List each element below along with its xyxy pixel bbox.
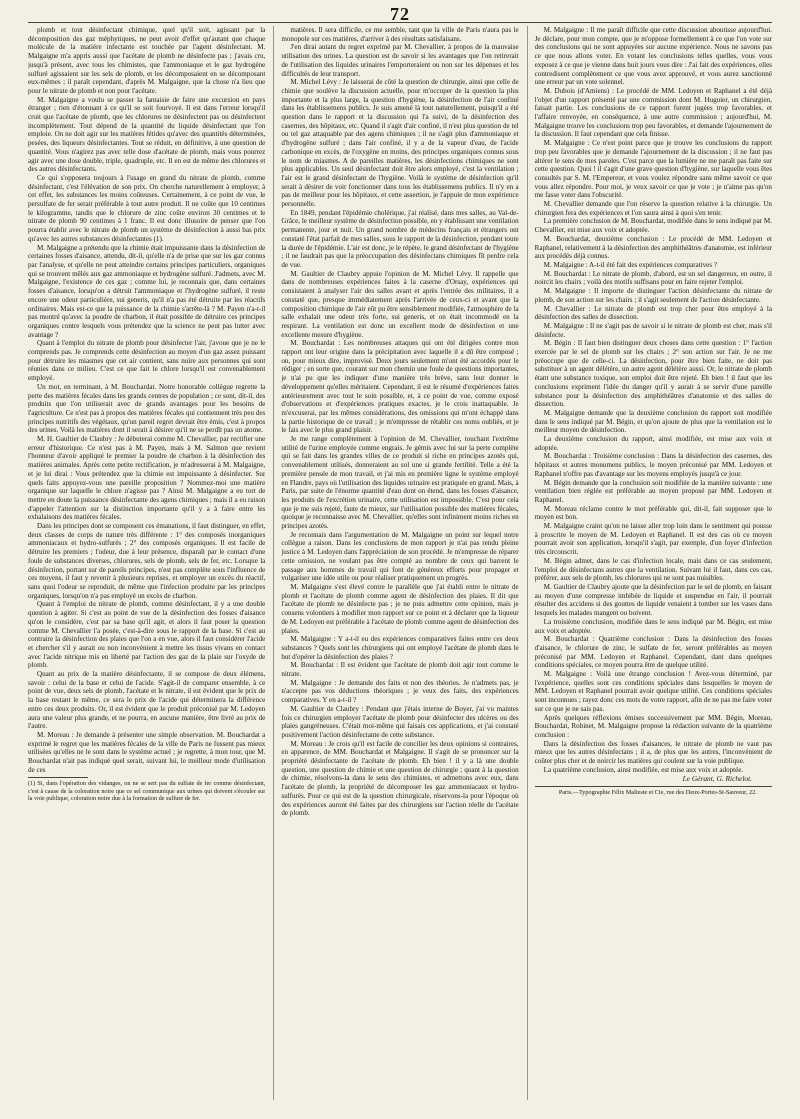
footnote-rule	[28, 777, 88, 778]
paragraph: M. Bouchardat : Les nombreuses attaques qui ont été dirigées contre mon rapport ont leur origine dans la précipitation avec laquelle il a dû être composé ; on, pour mieux dire, improvisé. Deux jours seulement m'ont été accordés pour le rédiger ; en sorte que, courant sur mon chemin une foule de questions importantes, je n'ai pu que les indiquer d'une manière très brève, sans leur donner le développement qu'elles méritaient. Cependant, il est le résumé d'expériences faites antérieurement avec tout le soin possible, et, à ce point de vue, comme exposé d'observations et d'expériences pratiques exactes, je le crois inattaquable. Je m'excuserai, par les mêmes considérations, des omissions qui m'ont échappé dans la partie historique de ce travail ; je m'empresse de rétablir ces noms oubliés, et je le fais avec le plus grand plaisir.	[281, 339, 519, 435]
paragraph: M. Gaultier de Claubry ajoute que la désinfection par le sel de plomb, en faisant au moyen d'une compresse imbibée de liquide et suspendue en l'air, il pourrait résulter des accidens si des gouttes de liquide venaient à tomber sur les vases dans lesquels les malades mangent ou boivent.	[534, 583, 772, 618]
paragraph: Quant au prix de la matière désinfectante, il se compose de deux élémens, savoir : celui de la base et celui de l'acide. S'agit-il de comparer ensemble, à ce point de vue, deux sels de plomb, l'acétate et le nitrate, il est évident que le prix de la base restant le même, ce sera le prix de l'acide qui déterminera la différence entre ces deux produits. Or, il est évident que le produit préconisé par M. Ledoyen aura une valeur plus grande, et ne pourra, en aucune manière, être livré au prix de l'autre.	[28, 670, 266, 731]
paragraph: M. Malgaigne : Il ne s'agit pas de savoir si le nitrate de plomb est cher, mais s'il désinfecte.	[534, 321, 772, 339]
paragraph: M. Malgaigne : A-t-il été fait des expériences comparatives ?	[543, 260, 717, 269]
paragraph: M. Chevallier : Le nitrate de plomb est trop cher pour être employé à la désinfection des salles de dissection.	[534, 304, 772, 322]
paragraph: M. Bégin demande que la conclusion soit modifiée de la manière suivante : une ventilation bien réglée est préférable au moyen proposé par MM. Ledoyen et Raphanel.	[534, 478, 772, 504]
paragraph: Je reconnais dans l'argumentation de M. Malgaigne un point sur lequel notre collègue a raison. Dans les conclusions de mon rapport je n'ai pas rendu pleine justice à M. Ledoyen dans l'appréciation de son procédé. Je m'empresse de réparer cette omission, ne voulant pas être compté au nombre de ceux qui barrent le passage aux hommes de travail qui font de généreux efforts pour propager et vulgariser une idée utile ou pour réaliser pratiquement un progrès.	[281, 530, 519, 583]
paragraph: Dans les principes dont se composent ces émanations, il faut distinguer, en effet, deux classes de corps de nature très différente : 1° des composés inorganiques ammoniacaux et hydro-sulfurés ; 2° des composés organiques. Il est facile de détruire les premiers ; l'odeur, due à leur présence, disparaît par le contact d'une foule de substances diverses, chlorures, sels de plomb, sels de fer, etc. Lorsque la désinfection, portant sur de pareils principes, n'est pas complète sous l'influence de ces moyens, il faut y revenir à plusieurs reprises, et employer un excès du réactif, sans quoi l'odeur se reproduit, de même que l'infection produite par les principes organiques, lorsqu'on n'a pas employé un excès de charbon.	[28, 522, 266, 600]
paragraph: M. Malgaigne : Je demande des faits et non des théories. Je n'admets pas, je n'accepte pas vos déductions théoriques ; je veux des faits, des expériences comparatives. Y en a-t-il ?	[281, 678, 519, 705]
paragraph: M. Malgaigne a voulu se passer la fantaisie de faire une excursion en pays étranger ; rien d'étonnant à ce qu'il se soit fourvoyé. Il est dans l'erreur lorsqu'il croit que l'acétate de plomb, que les chlorures ne désinfectent pas ou désinfectent incomplètement. Tout dépend de la quantité du liquide désinfectant que l'on emploie. On ne doit agir sur les matières fétides qu'avec des quantités déterminées, pesées, des liqueurs désinfectantes. Tout se réduit, en définitive, à une question de quantité. Vous n'agirez pas avec telle dose d'acétate de plomb, mais vous pourrez agir avec une dose double, triple, quadruple, etc. Il en est de même des chlorures et des autres désinfectants.	[28, 95, 266, 174]
paragraph: La troisième conclusion, modifiée dans le sens indiqué par M. Bégin, est mise aux voix et adoptée.	[534, 617, 772, 635]
paragraph: Je me range complètement à l'opinion de M. Chevallier, touchant l'extrême utilité de l'urine employée comme engrais. Je gémis avec lui sur la perte complète qui se fait dans les grandes villes de ce produit si riche en principes azotés qui, convenablement utilisés, donneraient au sol une si grande fertilité. Telle a été la première pensée de mon travail, et j'ai mis en première ligne le système employé en Flandre, pays où l'utilisation des liquides urinaire est pratiquée en grand. Mais, à Paris, par suite de l'énorme quantité d'eau dont on étend, dans les fosses d'aisance, les produits de l'excrétion urinaire, cette utilisation est impossible. C'est pour cela que je me suis rejeté, faute de mieux, sur l'utilisation possible des matières fécales, quoique je reconnaisse avec M. Chevallier, qu'elles sont infiniment moins riches en principes azotés.	[281, 435, 519, 531]
paragraph: La deuxième conclusion du rapport, ainsi modifiée, est mise aux voix et adoptée.	[534, 435, 772, 452]
paragraph: M. Bouchardat : Troisième conclusion : Dans la désinfection des casernes, des hôpitaux et autres monumens publics, le moyen préconisé par MM. Ledoyen et Raphanel n'offre pas d'avantage sur les moyens employés jusqu'à ce jour.	[534, 452, 772, 478]
paragraph: M. Moreau réclame contre le mot préférable qui, dit-il, fait supposer que le moyen est bon.	[534, 504, 772, 522]
paragraph: M. Bouchardat : Le nitrate de plomb, d'abord, est un sel dangereux, en outre, il noircit les chairs ; voilà des motifs suffisans pour en faire rejeter l'emploi.	[534, 269, 772, 287]
paragraph: Quant à l'emploi du nitrate de plomb pour désinfecter l'air, j'avoue que je ne le comprends pas. Je comprends cette désinfection au moyen d'un gaz assez puissant pour détruire les miasmes que cet air contient, sans nuire aux personnes qui sont réunies dans ce milieu. C'est ce que fait le chlore lorsqu'il est convenablement employé.	[28, 339, 266, 383]
paragraph: M. Bouchardat : Il est évident que l'acétate de plomb doit agir tout comme le nitrate.	[281, 661, 519, 679]
paragraph: M. Gaultier de Claubry appuie l'opinion de M. Michel Lévy. Il rappelle que dans de nombreuses expériences faites à la caserne d'Orsay, expériences qui consistaient à analyser l'air des salles avant et après l'entrée des militaires, il a constaté que, presque immédiatement après l'arrivée de ceux-ci et avant que la composition chimique de l'air eût pu être sensiblement modifiée, l'atmosphère de la salle exhalait une odeur très forte, sui generis, et on était incommodé en la respirant. La ventilation est donc un excellent mode de désinfection et une excellente mesure d'hygiène.	[281, 269, 519, 339]
column-middle	[273, 26, 518, 1100]
paragraph: Quant à l'emploi du nitrate de plomb, comme désinfectant, il y a une double question à agiter. Si c'est au point de vue de la désinfection des fosses d'aisance qu'on le considère, c'est par sa base qu'il agit, et alors il faut poser la question comme M. Chevallier l'a posée, c'est-à-dire sous le rapport de la base. Si c'est au contraire la désinfection des plaies que l'on a en vue, alors il faut considérer l'acide et chercher s'il y aurait ou non inconvénient à mettre les tissus vivans en contact avec l'acide nitrique mis en liberté par l'action des gaz de la plaie sur l'oxyde de plomb.	[28, 600, 266, 670]
footnote	[28, 780, 265, 802]
paragraph: Après quelques réflexions émises successivement par MM. Bégin, Moreau, Bouchardat, Robinet, M. Malgaigne propose la rédaction suivante de la quatrième conclusion :	[534, 713, 772, 739]
paragraph: M. Malgaigne s'est élevé contre le parallèle que j'ai établi entre le nitrate de plomb et l'acétate de plomb comme agent de désinfection des plaies. Il dit que l'acétate de plomb ne désinfecte pas ; je ne puis admettre cette opinion, mais je consens volontiers à modifier mon rapport sur ce point et à déclarer que la liqueur de M. Ledoyen est préférable à l'acétate de plomb comme agent de désinfection des plaies.	[281, 583, 519, 635]
paragraph: M. Malgaigne demande que la deuxième conclusion du rapport soit modifiée dans le sens indiqué par M. Bégin, et qu'on ajoute de plus que la ventilation est le meilleur moyen de désinfection.	[534, 408, 772, 435]
paragraph: M. Malgaigne : Y a-t-il eu des expériences comparatives faites entre ces deux substances ? Quels sont les chirurgiens qui ont employé l'acétate de plomb dans le but d'opérer la désinfection des plaies ?	[281, 635, 519, 661]
page-number: 72	[390, 4, 410, 24]
end-rule	[535, 786, 772, 787]
paragraph: La quatrième conclusion, ainsi modifiée, est mise aux voix et adoptée.	[543, 765, 744, 774]
column-right-body	[535, 26, 772, 774]
imprint: Paris.—Typographie Félix Malteste et Cie, rue des Deux-Portes-St-Sauveur, 22.	[558, 789, 757, 797]
paragraph: M. H. Gaultier de Claubry : Je débuterai comme M. Chevallier, par rectifier une erreur d'historique. Ce n'est pas à M. Payen, mais à M. Salmon que revient l'honneur d'avoir appliqué le premier la poudre de charbon à la désinfection des matières animales. Après cette petite rectification, je m'adresserai à M. Malgaigne, et je lui dirai : Vous prétendez que la chimie est impuissante à désinfecter. Sur quels faits appuyez-vous une pareille proposition ? Nommez-moi une matière organique sur laquelle le chlore n'agisse pas ? Ainsi M. Malgaigne a eu tort de mettre en doute la puissance désinfectante des agens chimiques ; mais il a eu raison d'appeler l'attention sur la distinction importante qu'il y a à faire entre les exhalaisons des matières fécales.	[28, 435, 266, 522]
paragraph: M. Malgaigne : Il me paraît difficile que cette discussion aboutisse aujourd'hui. Je déclare, pour mon compte, que je m'oppose formellement à ce que l'on vote sur des conclusions qui ne sont appuyées sur aucune expérience. Nous ne savons pas ce que nous allons voter. En votant les conclusions telles quelles, vous vous exposez à ce que je vienne dans huit jours vous dire : J'ai fait des expériences, elles contredisent complètement ce que vous avez approuvé, et vous aurez sanctionné une erreur par un vote solennel.	[534, 26, 772, 87]
paragraph: M. Bégin : Il faut bien distinguer deux choses dans cette question : 1° l'action exercée par le sel de plomb sur les chairs ; 2° son action sur l'air. Je ne me préoccupe que de celle-ci. La désinfection, pour être bien faite, ne doit pas substituer à un agent délétère, un autre agent délétère aussi. Or, le nitrate de plomb étant une substance toxique, son emploi doit être rejeté. Eh bien ! il faut que les conclusions expriment l'idée du danger qu'il y aurait à se servir d'une pareille substance pour la désinfection des amphithéâtres d'anatomie et des salles de dissection.	[534, 339, 772, 409]
paragraph: J'en dirai autant du regret exprimé par M. Chevallier, à propos de la mauvaise utilisation des urines. La question est de savoir si les avantages que l'on retirerait de l'utilisation des liquides urinaires l'emporteraient ou non sur les dépenses et les difficultés de leur transport.	[281, 43, 519, 78]
paragraph: M. Michel Lévy : Je laisserai de côté la question de chirurgie, ainsi que celle de chimie que soulève la discussion actuelle, pour m'occuper de la question la plus importante et la plus large, la question d'hygiène, la désinfection de l'air confiné dans les établissemens publics. Je suis amené là tout naturellement, puisqu'il a été question dans le rapport et la discussion qui l'a suivi, de la désinfection des casernes, des hôpitaux, etc. Quand il s'agit d'air confiné, il n'est plus question de tel ou tel gaz attaquable par des agens chimiques ; il ne s'agit plus d'ammoniaque et d'hydrogène sulfuré ; dans l'air confiné, il y a de la vapeur d'eau, de l'acide carbonique en excès, de l'oxygène en moins, des principes organiques connus sous le nom de miasmes. A de pareilles matières, les désinfections chimiques ne sont plus applicables. Un seul désinfectant doit être alors employé, c'est la ventilation ; l'air est le grand désinfectant de l'hygiène. Voilà le système de désinfection qu'il serait à désirer de voir fonctionner dans tous les établissemens publics. Il n'y en a pas de meilleur pour les hôpitaux, et cette assertion, je l'appuie de mon expérience personnelle.	[281, 78, 519, 209]
column-right	[527, 26, 772, 1100]
text-columns	[28, 26, 772, 1100]
paragraph: M. Malgaigne : Ce n'est point parce que je trouve les conclusions du rapport trop peu favorables que je demande l'ajournement de la discussion ; il ne faut pas altérer le sens de mes paroles. C'est parce que la lumière ne me paraît pas faite sur cette question. Quoi ! il s'agit d'une grave question d'hygiène, sur laquelle vous êtes consultés par S. M. l'Empereur, et vous voulez répondre sans même savoir ce que vous allez répondre. Pour moi, je veux savoir ce que je vote ; je n'aime pas qu'on me fasse voter dans l'obscurité.	[534, 139, 772, 200]
column-left-body	[28, 26, 265, 774]
column-middle-body	[281, 26, 518, 818]
footnote-text: (1) Si, dans l'opération des vidanges, on ne se sert pas du sulfate de fer comme désinfectant, c'est à cause de la coloration noire que ce sel communique aux urines qui doivent s'écouler sur la voie publique, coloration noire due à la formation de sulfure de fer.	[28, 780, 266, 803]
paragraph: M. Chevallier demande que l'on réserve la question relative à la chirurgie. Un chirurgien fera des expériences et l'on saura ainsi à quoi s'en tenir.	[534, 200, 772, 217]
paragraph: Ce qui s'opposera toujours à l'usage en grand du nitrate de plomb, comme désinfectant, c'est l'élévation de son prix. On cherche naturellement à employer, à cet effet, les substances les moins coûteuses. Certainement, à ce point de vue, le persulfate de fer serait préférable à tout autre produit. Il ne coûte que 10 centimes le kilogramme, tandis que le chlorure de zinc coûte environ 30 centimes et le nitrate de plomb 90 centimes à 1 franc. Il est donc illusoire de penser que l'on pourra établir avec le nitrate de plomb un système de désinfection à aussi bas prix qu'avec les autres substances désinfectantes (1).	[28, 173, 266, 243]
header-rule	[28, 22, 772, 23]
paragraph: M. Bégin admet, dans le cas d'infection locale, mais dans ce cas seulement, l'emploi de désinfectans autres que la ventilation. Suivant lui il faut, dans ces cas, préférer, aux sels de plomb, les chlorures qui ne sont pas nuisibles.	[534, 556, 772, 583]
paragraph: M. Bouchardat, deuxième conclusion : Le procédé de MM. Ledoyen et Raphanel, relativement à la désinfection des amphithéâtres d'anatomie, est inférieur aux procédés déjà connus.	[534, 234, 772, 261]
paragraph: M. Malgaigne a prétendu que la chimie était impuissante dans la désinfection de certaines fosses d'aisance, attendu, dit-il, qu'elle n'a de prise que sur les gaz connus par l'analyse, et qu'elle ne peut atteindre certains principes particuliers, organiques qui se trouvent mêlés aux gaz ammoniaque et hydrogène sulfuré. J'admets, avec M. Malgaigne, l'existence de ces gaz ; comme lui, je reconnais que, dans certaines fosses d'aisance, lorsqu'on a détruit l'ammoniaque et l'hydrogène sulfuré, il reste encore une odeur particulière, sui generis, qu'il n'a pas été détruite par les réactifs ordinaires. Mais est-ce que la puissance de la chimie s'arrête-là ? M. Payen n'a-t-il pas montré qu'avec la poudre de charbon, il était possible de détruire ces principes organiques contre lesquels vous prétendez que la science ne peut pas lutter avec avantage ?	[28, 243, 266, 339]
paragraph: M. Malgaigne craint qu'on ne laisse aller trop loin dans le sentiment qui pousse à proscrire le moyen de M. Ledoyen et Raphanel. Il est des cas où ce moyen pourrait avoir son application, lorsqu'il s'agit, par exemple, d'un foyer d'infection très circonscrit.	[534, 522, 772, 557]
paragraph: M. Gaultier de Claubry : Pendant que j'étais interne de Boyer, j'ai vu maintes fois ce chirurgien employer l'acétate de plomb pour désinfecter des ulcères ou des plaies gangréneuses. C'était moi-même qui faisais ces applications, et j'ai constaté positivement l'action désinfectante de cette substance.	[281, 704, 519, 739]
paragraph: La première conclusion de M. Bouchardat, modifiée dans le sens indiqué par M. Chevallier, est mise aux voix et adoptée.	[534, 217, 772, 235]
paragraph: M. Malgaigne : Il importe de distinguer l'action désinfectante du nitrate de plomb, de son action sur les chairs ; il s'agit seulement de l'action désinfectante.	[534, 287, 772, 304]
paragraph: M. Dubois (d'Amiens) : Le procédé de MM. Ledoyen et Raphanel a été déjà l'objet d'un rapport présenté par une commission dont M. Huguier, un chirurgien, faisait partie. Les conclusions de ce rapport furent jugées trop favorables, et l'affaire renvoyée, en conséquence, à une autre commission ; aujourd'hui, M. Malgaigne trouve les conclusions trop peu favorables, et demande l'ajournement de la discussion. Il faut cependant que cela finisse.	[534, 86, 772, 139]
paragraph: En 1849, pendant l'épidémie cholérique, j'ai réalisé, dans mes salles, au Val-de-Grâce, le meilleur système de désinfection possible, en y établissant une ventilation permanente, jour et nuit. Un grand nombre de médecins français et étrangers ont constaté l'état parfait de mes salles, sous le rapport de la désinfection, pendant toute la durée de l'épidémie. L'air est donc, je le répète, le grand désinfectant de l'hygiène ; il ne faudrait pas que la préoccupation des désinfectans chimiques fît perdre cela de vue.	[281, 208, 519, 269]
paragraph: Un mot, en terminant, à M. Bouchardat. Notre honorable collègue regrette la perte des matières fécales dans les grands centres de population ; ce sont, dit-il, des produits que l'on utiliserait avec de grands avantages pour les besoins de l'agriculture. Ce n'est pas à propos des matières fécales qui contiennent très peu des principes nutritifs des végétaux, qu'un pareil regret devrait être émis, c'est à propos des urines. Voilà les matières dont il serait à désirer qu'il ne se perdît pas un atome.	[28, 382, 266, 435]
paragraph: matières. Il sera difficile, ce me semble, tant que la ville de Paris n'aura pas le monopole sur ces matières, d'arriver à des résultats satisfaisans.	[281, 26, 519, 43]
paragraph: M. Moreau : Je demande à présenter une simple observation. M. Bouchardat a exprimé le regret que les matières fécales de la ville de Paris ne fussent pas mieux utilisées qu'elles ne le sont dans le système actuel ; je regrette, à mon tour, que M. Bouchardat n'ait pas indiqué quel serait, suivant lui, le meilleur mode d'utilisation de ces	[28, 730, 266, 774]
paragraph: M. Bouchardat : Quatrième conclusion : Dans la désinfection des fosses d'aisance, le chlorure de zinc, le sulfate de fer, seront préférables au moyen préconisé par MM. Ledoyen et Raphanel. Cependant, dant dans quelques conditions spéciales, ce moyen pourra être de quelque utilité.	[534, 635, 772, 670]
paragraph: M. Moreau : Je crois qu'il est facile de concilier les deux opinions si contraires, en apparence, de MM. Bouchardat et Malgaigne. Il s'agit de se prononcer sur la propriété désinfectante de l'acétate de plomb. Eh bien ! il y a là une double question, une question de chimie et une question de chirurgie ; quant à la question de chimie, résolvons-la dans le sens des chimistes, et admettons avec eux, dans l'acétate de plomb, la propriété de décomposer les gaz ammoniacaux et hydro-sulfurés. Pour ce qui est de la question chirurgicale, réservons-la pour l'époque où des expériences auront été faites par des chirurgiens sur l'action réelle de l'acétate de plomb.	[281, 739, 519, 818]
paragraph: plomb et tout désinfectant chimique, quel qu'il soit, agissant par la décomposition des gaz méphytiques, ne peut avoir d'effet qu'autant que chaque molécule de la matière infectante est touchée par l'agent désinfectant. M. Malgaigne m'a appris aussi que l'acétate de plomb ne désinfecte pas ; j'avais cru, jusqu'à présent, avec tous les chimistes, que l'ammoniaque et le gaz hydrogène sulfuré agissaient sur les sels de plomb, et les décomposaient en se décomposant eux-mêmes ; il paraît cependant, d'après M. Malgaigne, que la chose n'a lieu que pour le nitrate de plomb et non pour l'acétate.	[28, 26, 266, 95]
column-left	[28, 26, 265, 1100]
paragraph: M. Malgaigne : Voilà une étrange conclusion ! Avez-vous déterminé, par l'expérience, quelles sont ces conditions spéciales dans lesquelles le moyen de MM. Ledoyen et Raphanel pourrait avoir quelque utilité. Ces conditions spéciales sont inconnues ; rayez donc ces mots de votre rapport, afin de ne pas me faire voter sur ce que je ne sais pas.	[534, 670, 772, 713]
signature: Le Gérant, G. Richelot.	[682, 774, 752, 784]
paragraph: Dans la désinfection des fosses d'aisances, le nitrate de plomb ne vaut pas mieux que les autres désinfectans ; il a, de plus que les autres, l'inconvénient de coûter plus cher et de noircir les matières qui coulent sur la voie publique.	[534, 739, 772, 766]
